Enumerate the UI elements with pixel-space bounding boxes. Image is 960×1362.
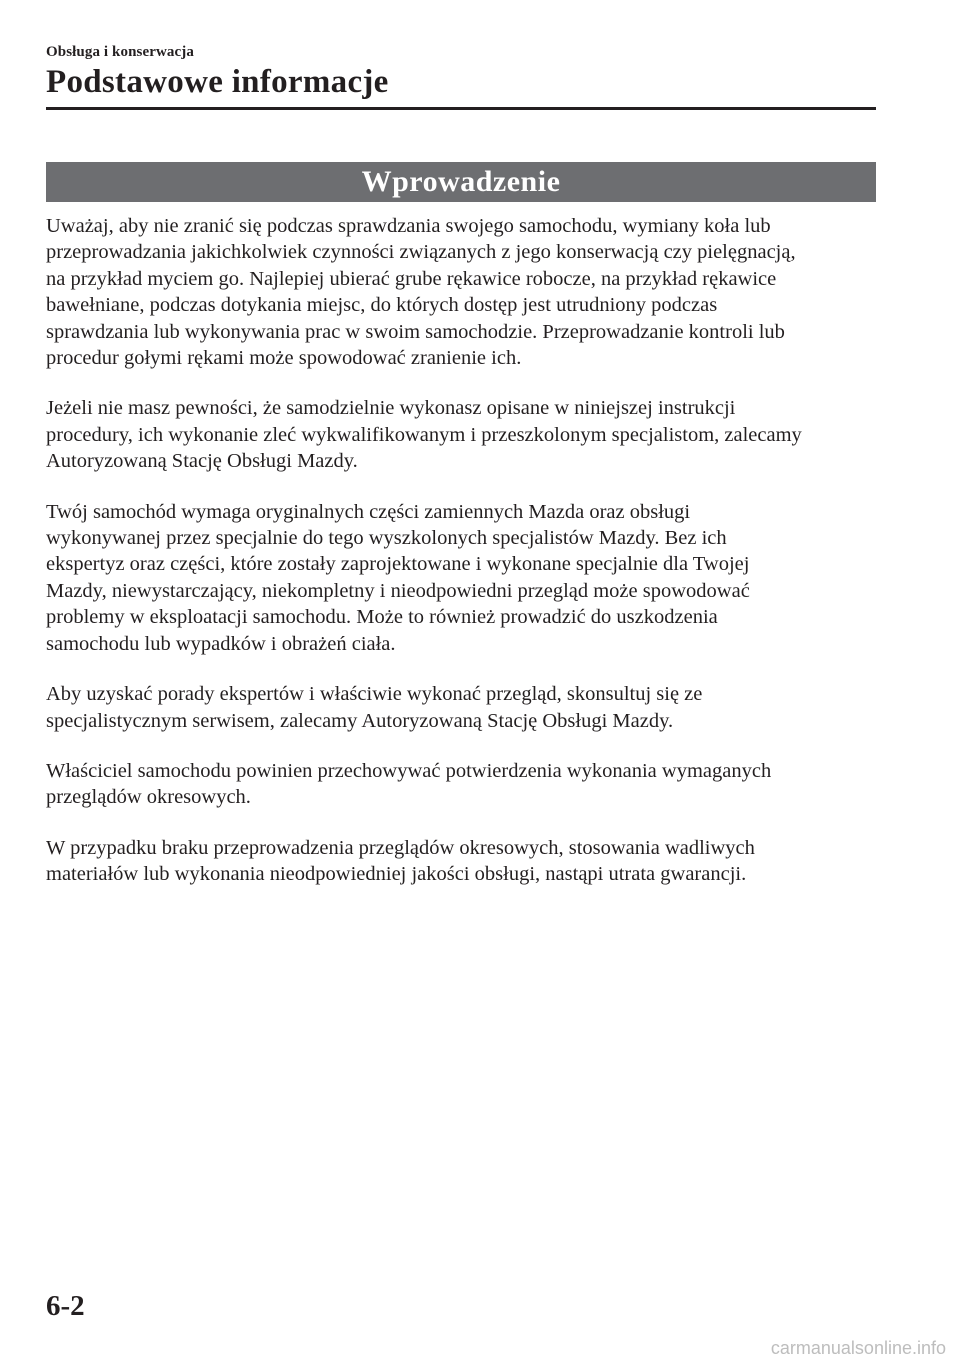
paragraph-2: Jeżeli nie masz pewności, że samodzielnie wykonasz opisane w niniejszej instrukcji procedury, ich wykonanie zleć wykwalifikowanym i przeszkolonym specjalistom, zalecamy Autoryzowaną Stację Obsługi Mazdy. [46, 397, 802, 473]
paragraph-5: Właściciel samochodu powinien przechowywać potwierdzenia wykonania wymaganych przeglądów okresowych. [46, 759, 772, 809]
subsection-banner: Wprowadzenie [46, 162, 876, 202]
paragraph-6: W przypadku braku przeprowadzenia przeglądów okresowych, stosowania wadliwych materiałów lub wykonania nieodpowiedniej jakości obsługi, nastąpi utrata gwarancji. [46, 836, 755, 886]
watermark: carmanualsonline.info [770, 1338, 946, 1358]
title-rule [46, 107, 876, 110]
body-text [46, 213, 886, 912]
paragraph-1: Uważaj, aby nie zranić się podczas sprawdzania swojego samochodu, wymiany koła lub przeprowadzania jakichkolwiek czynności związanych z jego konserwacją czy pielęgnacją, na przykład myciem go. Najlepiej ubierać grube rękawice robocze, na przykład rękawice bawełniane, podczas dotykania miejsc, do których dostęp jest utrudniony podczas sprawdzania lub wykonywania prac w swoim samochodzie. Przeprowadzanie kontroli lub procedur gołymi rękami może spowodować zranienie ich. [46, 215, 796, 370]
paragraph-4: Aby uzyskać porady ekspertów i właściwie wykonać przegląd, skonsultuj się ze specjalistycznym serwisem, zalecamy Autoryzowaną Stację Obsługi Mazdy. [46, 683, 703, 732]
paragraph-3: Twój samochód wymaga oryginalnych części zamiennych Mazda oraz obsługi wykonywanej przez specjalnie do tego wyszkolonych specjalistów Mazdy. Bez ich ekspertyz oraz części, które zostały zaprojektowane i wykonane specjalnie dla Twojej Mazdy, niewystarczający, niekompletny i nieodpowiedni przegląd może spowodować problemy w eksploatacji samochodu. Może to również prowadzić do uszkodzenia samochodu lub wypadków i obrażeń ciała. [46, 500, 750, 655]
chapter-label: Obsługa i konserwacja [46, 44, 194, 60]
section-title: Podstawowe informacje [46, 64, 389, 100]
page-number: 6-2 [46, 1290, 85, 1322]
